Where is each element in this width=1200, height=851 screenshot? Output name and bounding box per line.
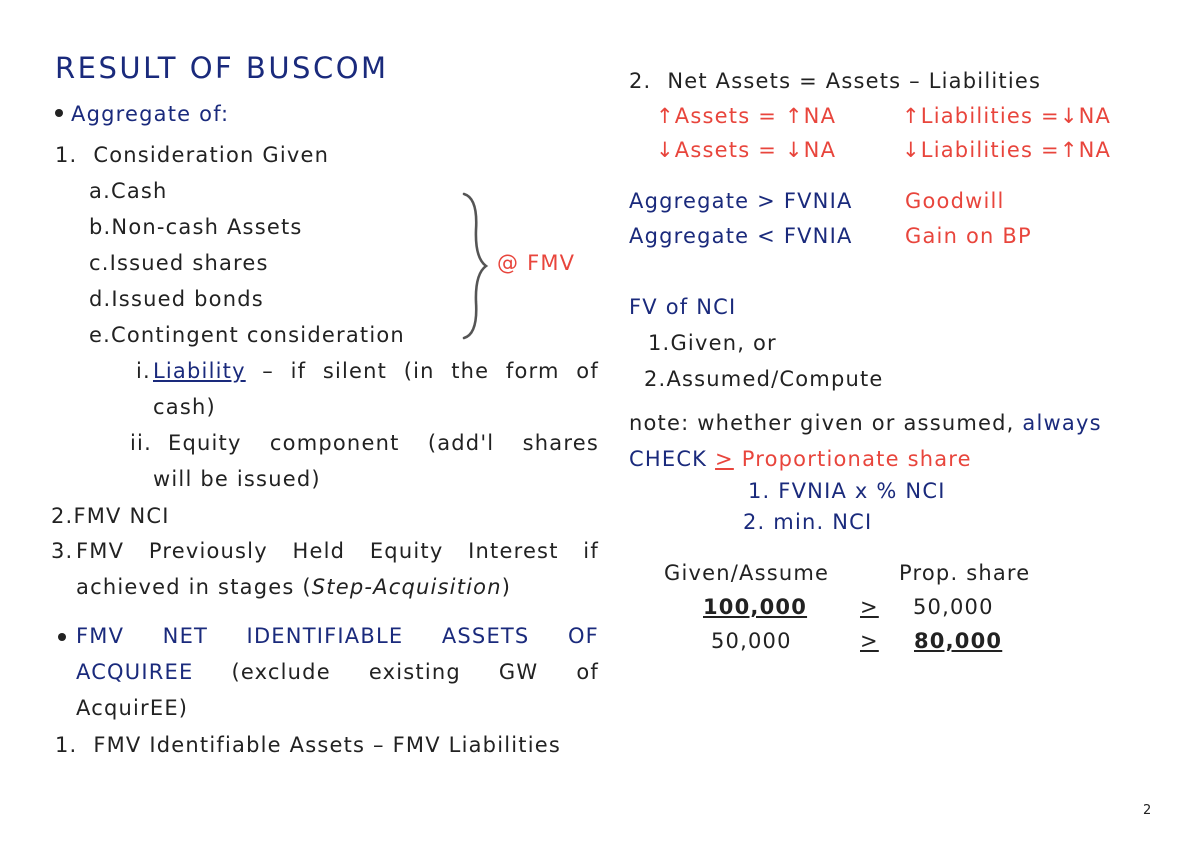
check-rest: Proportionate share bbox=[733, 447, 972, 471]
item-text: Assumed/Compute bbox=[666, 367, 884, 391]
table-row-2-symbol: > bbox=[860, 629, 879, 653]
sub-item-e bbox=[89, 325, 405, 346]
word: IDENTIFIABLE bbox=[246, 624, 404, 648]
table-row-1-symbol: > bbox=[860, 595, 879, 619]
word: existing bbox=[368, 660, 461, 684]
item-text: FMV Identifiable Assets – FMV Liabilities bbox=[93, 733, 562, 757]
sub-letter: d. bbox=[89, 287, 112, 311]
table-header-prop: Prop. share bbox=[899, 561, 1031, 585]
page-number: 2 bbox=[1143, 803, 1152, 818]
word: OF bbox=[567, 624, 599, 648]
nci-item-1 bbox=[648, 333, 777, 354]
word: (add'l bbox=[427, 431, 495, 455]
sub-letter: b. bbox=[89, 215, 112, 239]
word: ASSETS bbox=[441, 624, 530, 648]
word: shares bbox=[522, 431, 599, 455]
item-number: 2. bbox=[629, 69, 652, 93]
word: (exclude bbox=[231, 660, 331, 684]
rule-assets-down: ↓Assets = ↓NA bbox=[656, 138, 837, 162]
liability-link[interactable]: Liability bbox=[153, 359, 246, 383]
word: NET bbox=[162, 624, 209, 648]
rule-liabilities-up: ↑Liabilities =↓NA bbox=[902, 104, 1112, 128]
sub-letter: c. bbox=[89, 251, 110, 275]
check-item-1: 1. FVNIA x % NCI bbox=[748, 479, 946, 503]
word: the bbox=[451, 359, 490, 383]
bullet-icon bbox=[55, 109, 63, 117]
table-row-2-prop: 80,000 bbox=[914, 629, 1003, 653]
word: Previously bbox=[148, 539, 268, 563]
item-text: Given, or bbox=[670, 331, 777, 355]
word: if bbox=[290, 359, 307, 383]
word: silent bbox=[322, 359, 388, 383]
contingent-ii-num: ii. bbox=[130, 431, 152, 455]
word: if bbox=[583, 539, 599, 563]
aggregate-label: Aggregate of: bbox=[71, 102, 230, 126]
acquiree-word: ACQUIREE bbox=[76, 660, 194, 684]
sub-item-d bbox=[89, 289, 264, 310]
word: FMV bbox=[76, 624, 125, 648]
goodwill-label: Goodwill bbox=[905, 189, 1005, 213]
sub-item-c bbox=[89, 253, 269, 274]
item-number: 2. bbox=[644, 367, 667, 391]
sub-item-a bbox=[89, 181, 168, 202]
net-assets-line bbox=[629, 71, 1041, 92]
item-number: 1. bbox=[648, 331, 671, 355]
bullet-icon bbox=[58, 633, 66, 641]
fmv-net-line1 bbox=[76, 626, 599, 647]
fmv-note: @ FMV bbox=[497, 251, 576, 275]
word: Equity bbox=[168, 431, 242, 455]
item-3-num: 3. bbox=[51, 539, 74, 563]
net-item-1 bbox=[55, 735, 561, 756]
word: Interest bbox=[468, 539, 559, 563]
gain-label: Gain on BP bbox=[905, 224, 1032, 248]
word: – bbox=[262, 359, 274, 383]
sub-text: Contingent consideration bbox=[111, 323, 405, 347]
table-row-1-prop: 50,000 bbox=[913, 595, 994, 619]
note-text: note: whether given or assumed, bbox=[629, 411, 1023, 435]
word: GW bbox=[498, 660, 539, 684]
sub-text: Non-cash Assets bbox=[111, 215, 303, 239]
item-2-fmv-nci bbox=[51, 506, 170, 527]
contingent-ii-line1 bbox=[168, 433, 599, 454]
check-symbol: > bbox=[715, 447, 734, 471]
aggregate-bullet bbox=[55, 104, 229, 125]
word: of bbox=[576, 660, 599, 684]
contingent-i-line1 bbox=[153, 361, 599, 382]
curly-brace-icon bbox=[458, 190, 494, 342]
note-line bbox=[629, 413, 1102, 434]
word: form bbox=[505, 359, 560, 383]
word: FMV bbox=[76, 539, 125, 563]
rule-liabilities-down: ↓Liabilities =↑NA bbox=[902, 138, 1112, 162]
item-text: Net Assets = Assets – Liabilities bbox=[667, 69, 1042, 93]
fv-nci-heading: FV of NCI bbox=[629, 295, 737, 319]
table-row-2-given: 50,000 bbox=[711, 629, 792, 653]
fmv-net-line2 bbox=[76, 662, 599, 683]
item-number: 2. bbox=[51, 504, 74, 528]
text-part: ) bbox=[501, 575, 512, 599]
sub-letter: e. bbox=[89, 323, 111, 347]
contingent-i-line2: cash) bbox=[153, 395, 216, 419]
item-1-consideration bbox=[55, 145, 329, 166]
table-row-1-given: 100,000 bbox=[703, 595, 808, 619]
item-text: Consideration Given bbox=[93, 143, 330, 167]
sub-item-b bbox=[89, 217, 303, 238]
nci-item-2 bbox=[644, 369, 884, 390]
word: Held bbox=[292, 539, 346, 563]
item-3-line1 bbox=[76, 541, 599, 562]
fmv-net-line3: AcquirEE) bbox=[76, 696, 189, 720]
table-header-given: Given/Assume bbox=[664, 561, 830, 585]
rule-assets-up: ↑Assets = ↑NA bbox=[656, 104, 837, 128]
sub-text: Issued shares bbox=[109, 251, 269, 275]
contingent-ii-line2: will be issued) bbox=[153, 467, 321, 491]
aggregate-lt-fvnia: Aggregate < FVNIA bbox=[629, 224, 853, 248]
sub-text: Cash bbox=[110, 179, 168, 203]
aggregate-gt-fvnia: Aggregate > FVNIA bbox=[629, 189, 853, 213]
sub-letter: a. bbox=[89, 179, 111, 203]
contingent-i-num: i. bbox=[136, 359, 151, 383]
word: component bbox=[269, 431, 400, 455]
item-number: 1. bbox=[55, 143, 78, 167]
item-text: FMV NCI bbox=[73, 504, 170, 528]
word: Equity bbox=[369, 539, 444, 563]
word: of bbox=[576, 359, 599, 383]
always-word: always bbox=[1022, 411, 1102, 435]
step-acquisition-text: Step-Acquisition bbox=[311, 575, 502, 599]
sub-text: Issued bonds bbox=[111, 287, 264, 311]
item-3-line2 bbox=[76, 577, 511, 598]
item-number: 1. bbox=[55, 733, 78, 757]
check-item-2: 2. min. NCI bbox=[743, 510, 873, 534]
check-label: CHECK bbox=[629, 447, 716, 471]
text-part: achieved in stages ( bbox=[76, 575, 312, 599]
page-title: RESULT OF BUSCOM bbox=[55, 51, 389, 85]
word: (in bbox=[403, 359, 435, 383]
check-line bbox=[629, 449, 972, 470]
